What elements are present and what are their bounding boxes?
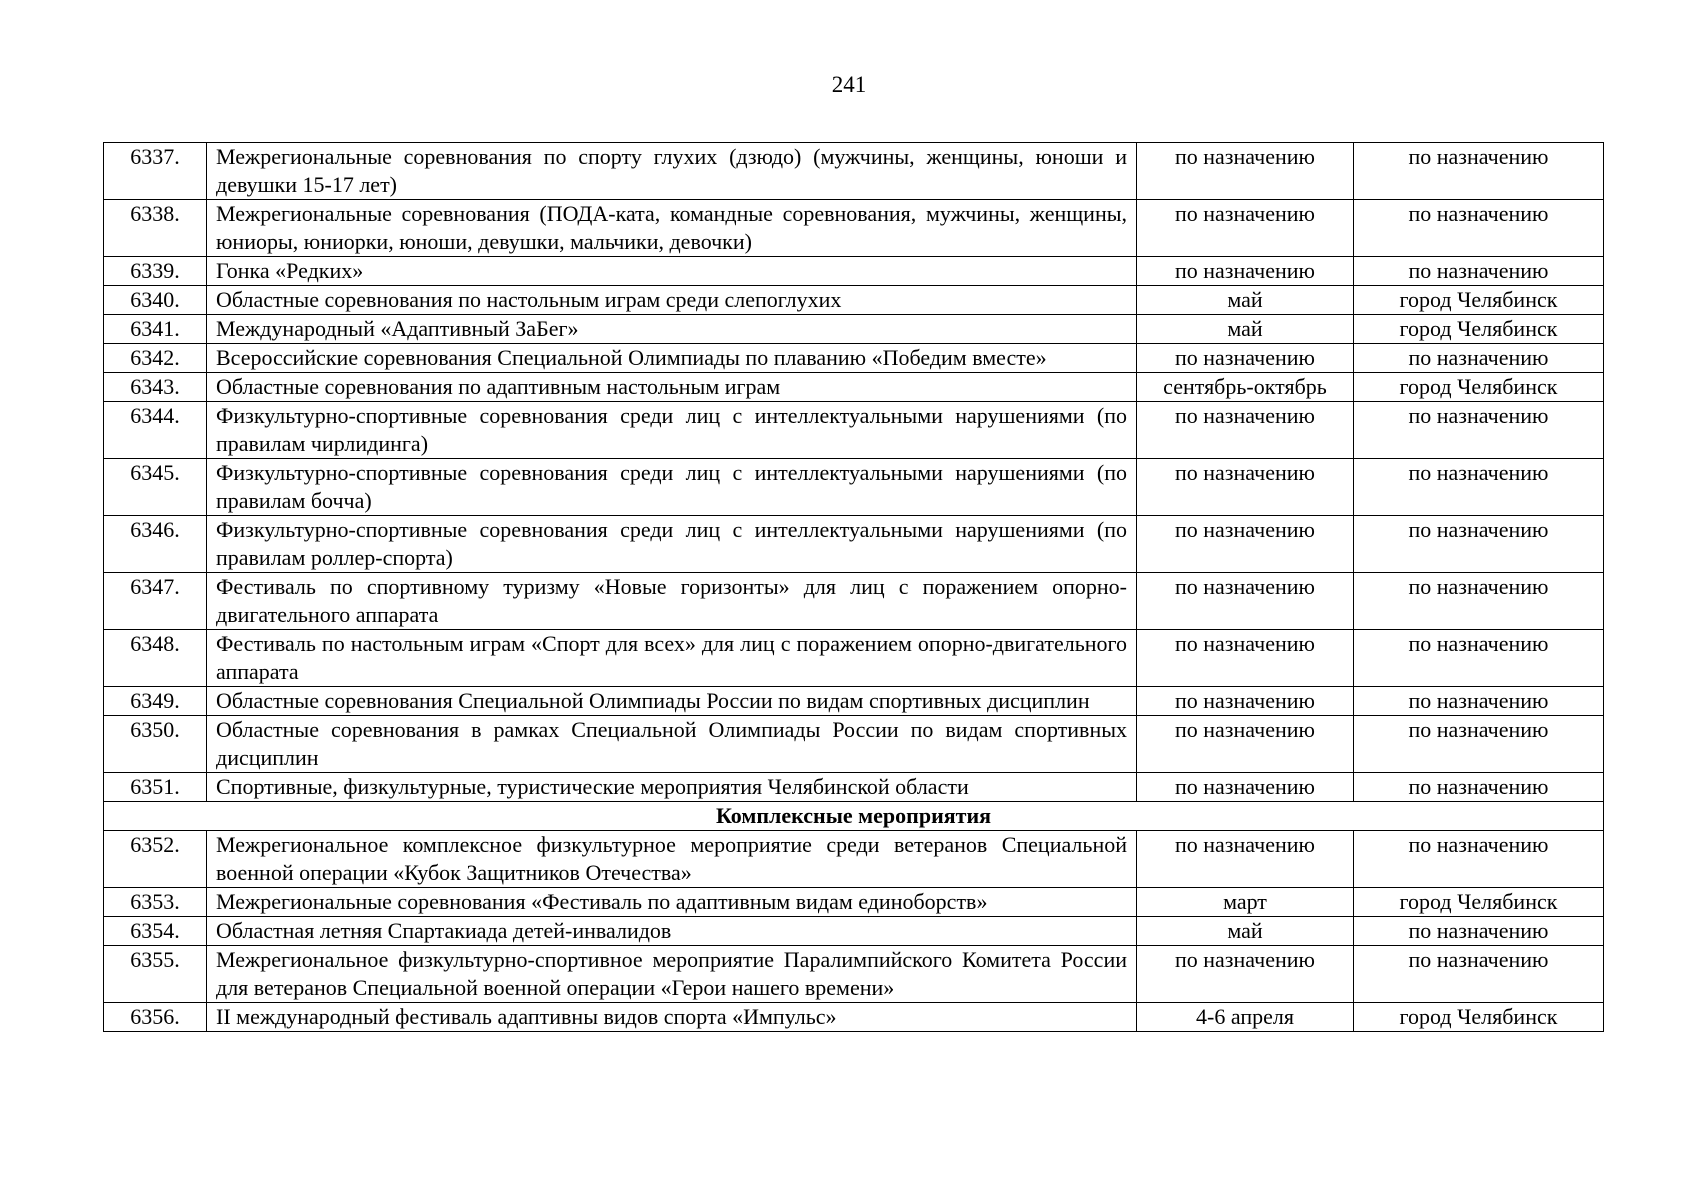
event-place: по назначению xyxy=(1354,773,1604,802)
table-row xyxy=(104,373,1604,402)
row-number: 6352. xyxy=(104,831,207,888)
table-row xyxy=(104,459,1604,516)
events-table-body xyxy=(104,143,1604,1032)
event-date: по назначению xyxy=(1137,946,1354,1003)
table-row xyxy=(104,257,1604,286)
event-date: по назначению xyxy=(1137,459,1354,516)
event-name: Областные соревнования в рамках Специальной Олимпиады России по видам спортивных дисциплин xyxy=(207,716,1137,773)
event-place: по назначению xyxy=(1354,946,1604,1003)
row-number: 6344. xyxy=(104,402,207,459)
event-date: по назначению xyxy=(1137,516,1354,573)
table-row xyxy=(104,200,1604,257)
event-name: Областные соревнования по адаптивным настольным играм xyxy=(207,373,1137,402)
event-date: по назначению xyxy=(1137,257,1354,286)
event-date: 4-6 апреля xyxy=(1137,1003,1354,1032)
row-number: 6354. xyxy=(104,917,207,946)
section-title: Комплексные мероприятия xyxy=(104,802,1604,831)
row-number: 6343. xyxy=(104,373,207,402)
event-date: по назначению xyxy=(1137,630,1354,687)
event-date: по назначению xyxy=(1137,143,1354,200)
table-row xyxy=(104,344,1604,373)
event-place: по назначению xyxy=(1354,917,1604,946)
section-header-row xyxy=(104,802,1604,831)
table-row xyxy=(104,573,1604,630)
table-row xyxy=(104,315,1604,344)
page-number: 241 xyxy=(831,72,867,97)
table-row xyxy=(104,716,1604,773)
event-place: город Челябинск xyxy=(1354,1003,1604,1032)
row-number: 6350. xyxy=(104,716,207,773)
table-row xyxy=(104,917,1604,946)
event-name: Физкультурно-спортивные соревнования среди лиц с интеллектуальными нарушениями (по правилам роллер-спорта) xyxy=(207,516,1137,573)
event-place: по назначению xyxy=(1354,831,1604,888)
event-date: по назначению xyxy=(1137,402,1354,459)
row-number: 6345. xyxy=(104,459,207,516)
event-date: по назначению xyxy=(1137,573,1354,630)
event-name: Межрегиональные соревнования «Фестиваль по адаптивным видам единоборств» xyxy=(207,888,1137,917)
row-number: 6346. xyxy=(104,516,207,573)
row-number: 6338. xyxy=(104,200,207,257)
event-name: Спортивные, физкультурные, туристические мероприятия Челябинской области xyxy=(207,773,1137,802)
table-row xyxy=(104,1003,1604,1032)
event-place: по назначению xyxy=(1354,200,1604,257)
event-place: по назначению xyxy=(1354,459,1604,516)
event-name: Гонка «Редких» xyxy=(207,257,1137,286)
event-date: по назначению xyxy=(1137,687,1354,716)
event-place: по назначению xyxy=(1354,716,1604,773)
event-date: по назначению xyxy=(1137,344,1354,373)
event-date: март xyxy=(1137,888,1354,917)
event-date: по назначению xyxy=(1137,831,1354,888)
table-row xyxy=(104,687,1604,716)
event-date: сентябрь-октябрь xyxy=(1137,373,1354,402)
event-place: город Челябинск xyxy=(1354,315,1604,344)
row-number: 6351. xyxy=(104,773,207,802)
row-number: 6339. xyxy=(104,257,207,286)
event-name: Межрегиональное комплексное физкультурное мероприятие среди ветеранов Специальной военной операции «Кубок Защитников Отечества» xyxy=(207,831,1137,888)
table-row xyxy=(104,286,1604,315)
table-row xyxy=(104,946,1604,1003)
event-date: май xyxy=(1137,917,1354,946)
event-name: Областные соревнования по настольным играм среди слепоглухих xyxy=(207,286,1137,315)
table-row xyxy=(104,888,1604,917)
event-place: по назначению xyxy=(1354,143,1604,200)
event-place: по назначению xyxy=(1354,630,1604,687)
event-date: по назначению xyxy=(1137,200,1354,257)
row-number: 6340. xyxy=(104,286,207,315)
row-number: 6348. xyxy=(104,630,207,687)
event-place: по назначению xyxy=(1354,573,1604,630)
row-number: 6356. xyxy=(104,1003,207,1032)
event-place: город Челябинск xyxy=(1354,373,1604,402)
table-row xyxy=(104,630,1604,687)
event-date: по назначению xyxy=(1137,716,1354,773)
row-number: 6342. xyxy=(104,344,207,373)
event-place: по назначению xyxy=(1354,402,1604,459)
event-date: май xyxy=(1137,286,1354,315)
row-number: 6347. xyxy=(104,573,207,630)
event-name: II международный фестиваль адаптивны видов спорта «Импульс» xyxy=(207,1003,1137,1032)
row-number: 6341. xyxy=(104,315,207,344)
event-name: Международный «Адаптивный ЗаБег» xyxy=(207,315,1137,344)
event-place: город Челябинск xyxy=(1354,888,1604,917)
event-name: Всероссийские соревнования Специальной Олимпиады по плаванию «Победим вместе» xyxy=(207,344,1137,373)
event-date: май xyxy=(1137,315,1354,344)
table-row xyxy=(104,516,1604,573)
table-row xyxy=(104,831,1604,888)
row-number: 6349. xyxy=(104,687,207,716)
event-date: по назначению xyxy=(1137,773,1354,802)
table-row xyxy=(104,773,1604,802)
row-number: 6353. xyxy=(104,888,207,917)
event-place: по назначению xyxy=(1354,257,1604,286)
table-row xyxy=(104,143,1604,200)
event-name: Межрегиональные соревнования по спорту глухих (дзюдо) (мужчины, женщины, юноши и девушки 15-17 лет) xyxy=(207,143,1137,200)
event-name: Физкультурно-спортивные соревнования среди лиц с интеллектуальными нарушениями (по правилам чирлидинга) xyxy=(207,402,1137,459)
event-name: Областная летняя Спартакиада детей-инвалидов xyxy=(207,917,1137,946)
event-name: Фестиваль по спортивному туризму «Новые горизонты» для лиц с поражением опорно-двигательного аппарата xyxy=(207,573,1137,630)
event-name: Областные соревнования Специальной Олимпиады России по видам спортивных дисциплин xyxy=(207,687,1137,716)
table-row xyxy=(104,402,1604,459)
row-number: 6337. xyxy=(104,143,207,200)
event-place: по назначению xyxy=(1354,516,1604,573)
event-place: по назначению xyxy=(1354,344,1604,373)
event-place: город Челябинск xyxy=(1354,286,1604,315)
event-place: по назначению xyxy=(1354,687,1604,716)
row-number: 6355. xyxy=(104,946,207,1003)
event-name: Фестиваль по настольным играм «Спорт для всех» для лиц с поражением опорно-двигательного аппарата xyxy=(207,630,1137,687)
event-name: Межрегиональное физкультурно-спортивное мероприятие Паралимпийского Комитета России для ветеранов Специальной военной операции «Герои нашего времени» xyxy=(207,946,1137,1003)
events-table xyxy=(103,142,1604,1032)
event-name: Физкультурно-спортивные соревнования среди лиц с интеллектуальными нарушениями (по правилам бочча) xyxy=(207,459,1137,516)
event-name: Межрегиональные соревнования (ПОДА-ката, командные соревнования, мужчины, женщины, юниоры, юниорки, юноши, девушки, мальчики, девочки) xyxy=(207,200,1137,257)
